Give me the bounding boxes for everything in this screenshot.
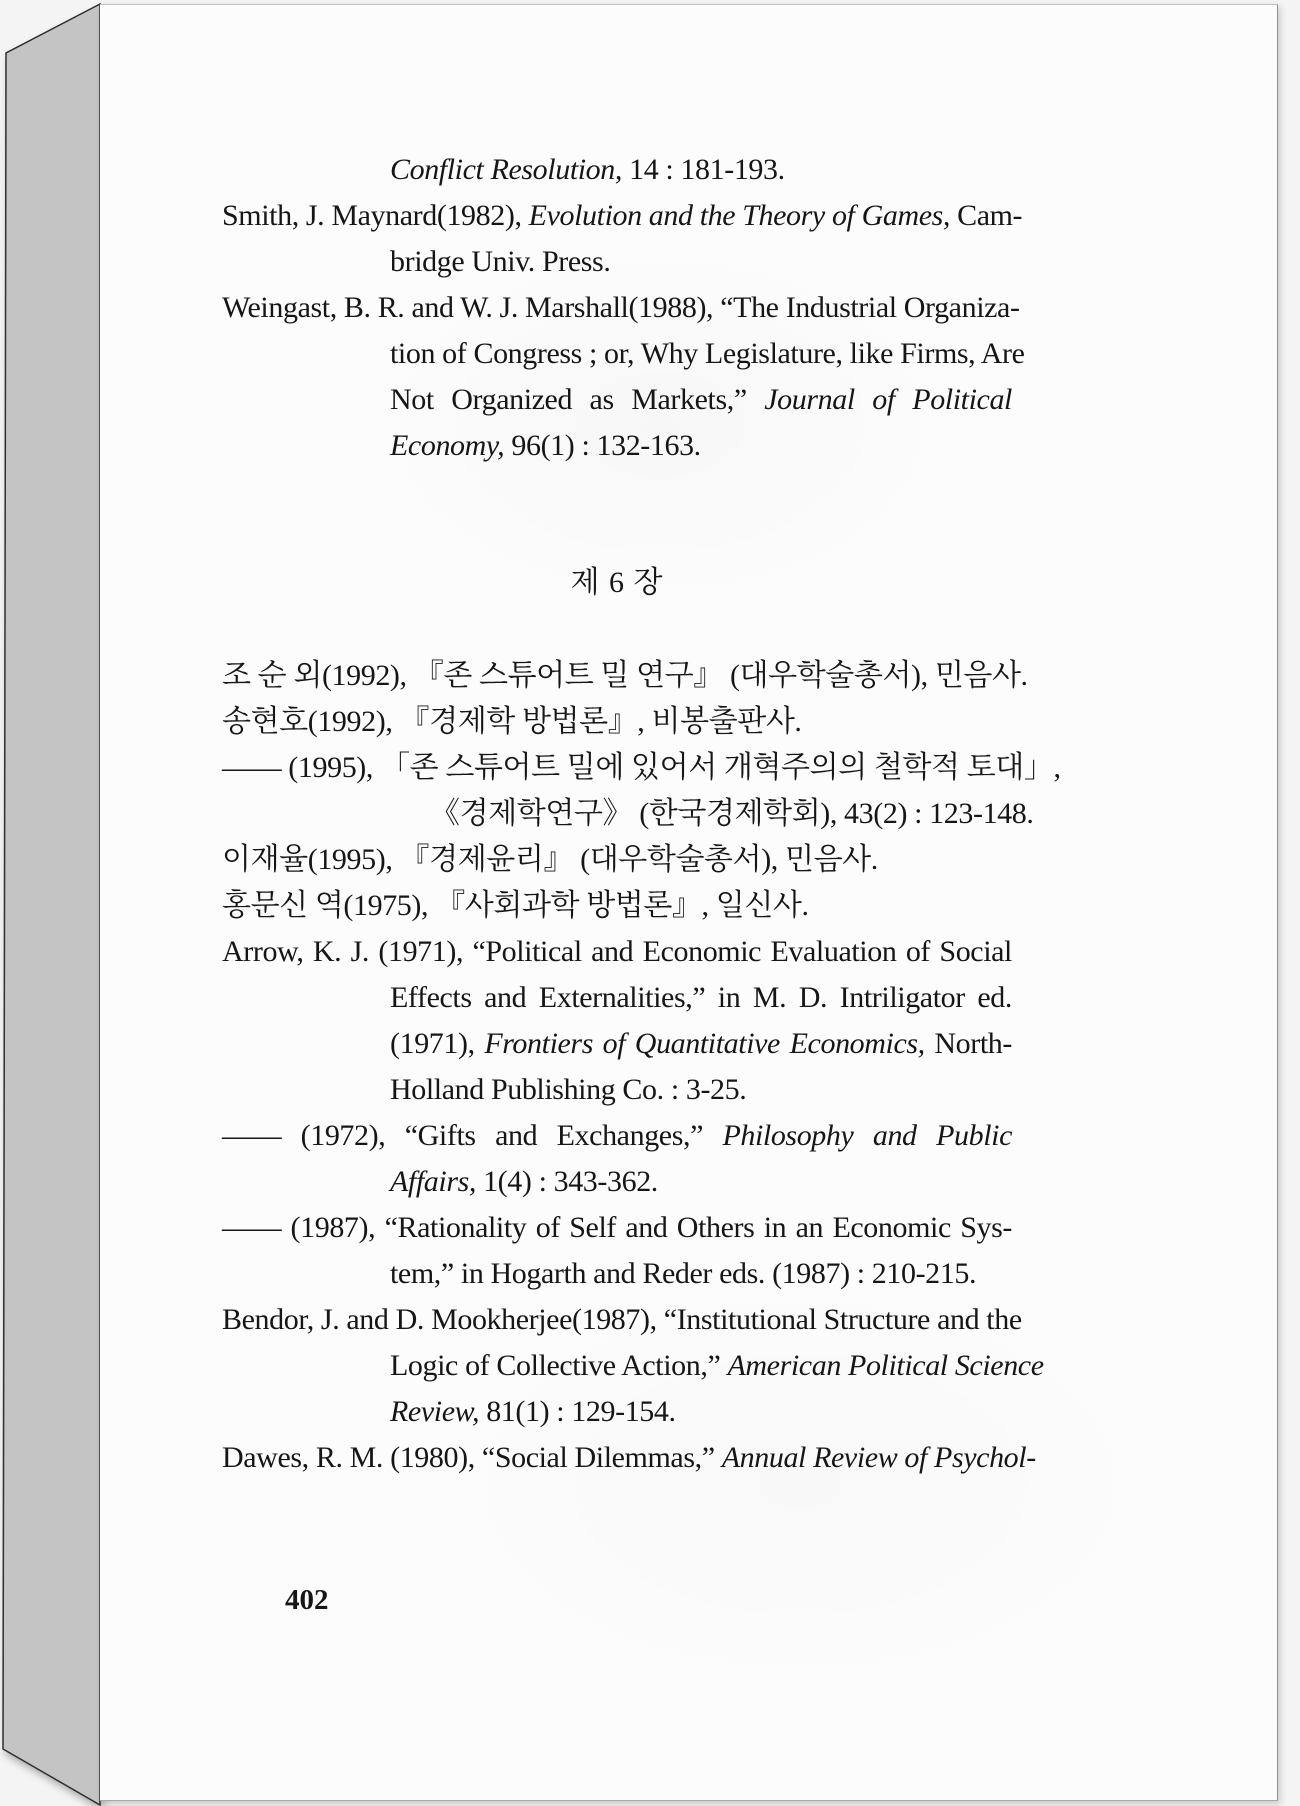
references-continued-section [222, 147, 1025, 469]
reference-line [222, 147, 1012, 193]
reference-line [222, 1159, 1012, 1205]
reference-line [222, 791, 1034, 837]
reference-text-segment: Weingast, B. R. and W. J. Marshall(1988), “The Industrial Organiza- [222, 291, 1020, 324]
chapter-heading: 제 6 장 [570, 566, 664, 599]
reference-line [222, 285, 1020, 331]
reference-text-segment: Not Organized as Markets,” [390, 383, 765, 416]
reference-text-segment: (1971), [390, 1027, 485, 1060]
reference-text-segment: Holland Publishing Co. : 3-25. [390, 1073, 747, 1106]
book-page [100, 4, 1278, 1801]
reference-line [222, 1435, 1036, 1481]
reference-text-segment: Smith, J. Maynard(1982), [222, 199, 529, 232]
reference-line [222, 975, 1012, 1021]
reference-text-segment: Economy, [390, 429, 505, 462]
reference-text-segment: Dawes, R. M. (1980), “Social Dilemmas,” [222, 1441, 722, 1474]
reference-line [222, 699, 1012, 745]
reference-line [222, 1113, 1012, 1159]
reference-text-segment: Evolution and the Theory of Games, [528, 199, 950, 232]
reference-text-segment: —— (1972), “Gifts and Exchanges,” [222, 1119, 723, 1152]
reference-text-segment: Journal of Political [764, 383, 1012, 416]
reference-line [222, 331, 1025, 377]
reference-line [222, 837, 1012, 883]
reference-text-segment: Annual Review of Psychol- [721, 1441, 1036, 1474]
page-content [222, 147, 1061, 1620]
reference-text-segment: 81(1) : 129-154. [479, 1395, 676, 1428]
reference-line [222, 377, 1012, 423]
reference-text-segment: Logic of Collective Action,” [390, 1349, 728, 1382]
reference-line [222, 1205, 1012, 1251]
reference-line [222, 1297, 1022, 1343]
chapter6-references-section [222, 653, 1061, 1481]
reference-text-segment: 이재율(1995), 『경제윤리』 (대우학술총서), 민음사. [222, 843, 878, 876]
reference-line [222, 929, 1012, 975]
reference-text-segment: —— (1987), “Rationality of Self and Others in an Economic Sys- [222, 1211, 1012, 1244]
reference-text-segment: Frontiers of Quantitative Economics, [484, 1027, 925, 1060]
reference-text-segment: 《경제학연구》 (한국경제학회), 43(2) : 123-148. [430, 797, 1034, 830]
reference-text-segment: Affairs, [390, 1165, 476, 1198]
reference-text-segment: American Political Science [727, 1349, 1044, 1382]
page-number: 402 [285, 1584, 329, 1616]
reference-line [222, 1251, 1012, 1297]
reference-text-segment: Effects and Externalities,” in M. D. Intriligator ed. [390, 981, 1012, 1014]
reference-text-segment: bridge Univ. Press. [390, 245, 611, 278]
reference-text-segment: 96(1) : 132-163. [504, 429, 701, 462]
reference-line [222, 1067, 1012, 1113]
reference-text-segment: Bendor, J. and D. Mookherjee(1987), “Institutional Structure and the [222, 1303, 1022, 1336]
reference-text-segment: 송현호(1992), 『경제학 방법론』, 비봉출판사. [222, 705, 802, 738]
reference-text-segment: Philosophy and Public [722, 1119, 1012, 1152]
reference-line [222, 1389, 1012, 1435]
reference-text-segment: —— (1995), 「존 스튜어트 밀에 있어서 개혁주의의 철학적 토대」, [222, 751, 1061, 784]
spine-pages-edge [3, 4, 100, 1805]
reference-line [222, 883, 1012, 929]
reference-text-segment: 조 순 외(1992), 『존 스튜어트 밀 연구』 (대우학술총서), 민음사. [222, 659, 1028, 692]
reference-line [222, 1021, 1012, 1067]
reference-line [222, 745, 1061, 791]
reference-text-segment: tion of Congress ; or, Why Legislature, like Firms, Are [390, 337, 1025, 370]
reference-text-segment: Conflict Resolution, [390, 153, 622, 186]
reference-text-segment: 홍문신 역(1975), 『사회과학 방법론』, 일신사. [222, 889, 809, 922]
reference-line [222, 193, 1023, 239]
reference-text-segment: Review, [390, 1395, 480, 1428]
reference-line [222, 239, 1012, 285]
reference-text-segment: Arrow, K. J. (1971), “Political and Economic Evaluation of Social [222, 935, 1012, 968]
reference-line [222, 653, 1028, 699]
reference-line [222, 423, 1012, 469]
reference-text-segment: tem,” in Hogarth and Reder eds. (1987) : 210-215. [390, 1257, 977, 1290]
reference-line [222, 1343, 1044, 1389]
reference-text-segment: North- [924, 1027, 1012, 1060]
reference-text-segment: Cam- [950, 199, 1023, 232]
reference-text-segment: 1(4) : 343-362. [475, 1165, 658, 1198]
reference-text-segment: 14 : 181-193. [622, 153, 785, 186]
